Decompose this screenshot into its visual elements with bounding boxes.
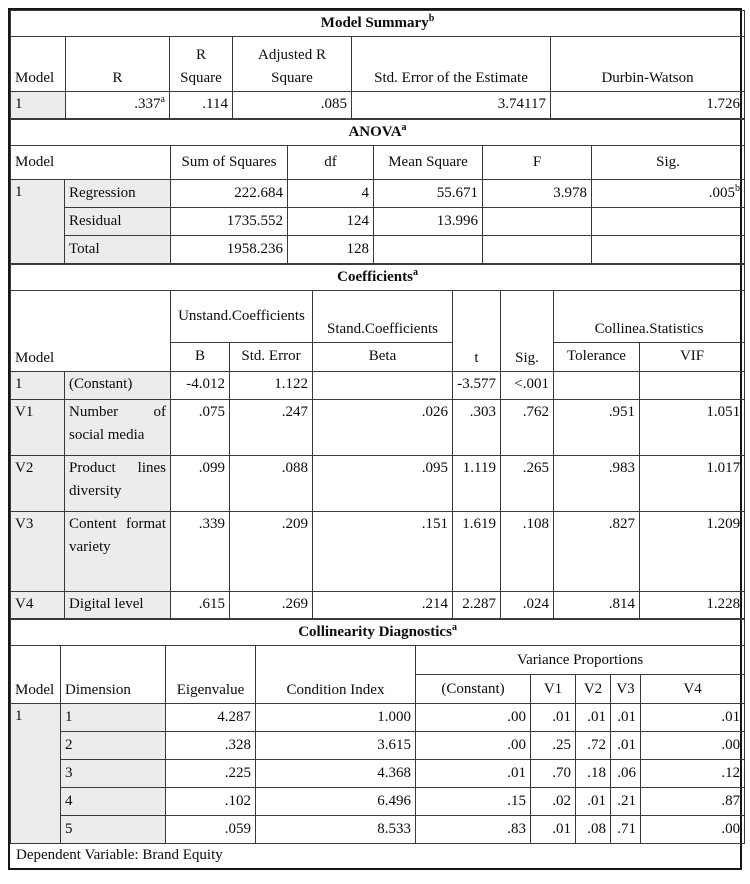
cd-v2-1: .01 bbox=[576, 704, 611, 732]
coef-v4-tolerance: .814 bbox=[554, 592, 640, 619]
anova-header-df: df bbox=[288, 145, 374, 179]
cd-row-2 bbox=[11, 732, 745, 760]
collinearity-diagnostics-title bbox=[11, 620, 745, 646]
sig-value-text: .005 bbox=[708, 184, 736, 201]
cd-constant-3: .01 bbox=[416, 760, 531, 788]
cd-constant-1: .00 bbox=[416, 704, 531, 732]
anova-residual-f bbox=[483, 207, 592, 235]
cd-header-constant: (Constant) bbox=[416, 675, 531, 704]
coef-v4-t: 2.287 bbox=[453, 592, 501, 619]
coef-v4-vif: 1.228 bbox=[640, 592, 745, 619]
cd-dimension-4: 4 bbox=[61, 788, 166, 816]
cd-v3-3: .06 bbox=[611, 760, 641, 788]
dependent-variable-note: Dependent Variable: Brand Equity bbox=[16, 847, 223, 864]
cd-header-dimension: Dimension bbox=[61, 646, 166, 704]
coef-constant-std-error: 1.122 bbox=[230, 372, 313, 400]
coef-model-constant: 1 bbox=[11, 372, 65, 400]
cd-v1-5: .01 bbox=[531, 816, 576, 844]
coef-label-v2: Product lines diversity bbox=[65, 456, 171, 512]
cd-header-model: Model bbox=[11, 646, 61, 704]
anova-title-superscript: a bbox=[401, 121, 407, 133]
collinearity-diagnostics-table bbox=[10, 619, 745, 844]
coef-model-v4: V4 bbox=[11, 592, 65, 619]
coef-constant-sig: <.001 bbox=[501, 372, 554, 400]
anova-header-sum-of-squares: Sum of Squares bbox=[171, 145, 288, 179]
ms-header-r: R bbox=[66, 37, 170, 92]
anova-header-model: Model bbox=[11, 145, 171, 179]
coef-v2-b: .099 bbox=[171, 456, 230, 512]
ms-r-value bbox=[66, 92, 170, 118]
anova-title bbox=[11, 119, 745, 145]
cd-header-v3: V3 bbox=[611, 675, 641, 704]
coef-header-tolerance: Tolerance bbox=[554, 343, 640, 372]
anova-total-ss: 1958.236 bbox=[171, 235, 288, 263]
cd-v4-3: .12 bbox=[641, 760, 745, 788]
coef-constant-tolerance bbox=[554, 372, 640, 400]
coef-v4-b: .615 bbox=[171, 592, 230, 619]
ms-model-value: 1 bbox=[11, 92, 66, 118]
coef-v3-tolerance: .827 bbox=[554, 512, 640, 592]
cd-v2-2: .72 bbox=[576, 732, 611, 760]
coefficients-table bbox=[10, 264, 745, 619]
coef-v3-sig: .108 bbox=[501, 512, 554, 592]
anova-regression-df: 4 bbox=[288, 179, 374, 207]
cd-v1-1: .01 bbox=[531, 704, 576, 732]
anova-total-ms bbox=[374, 235, 483, 263]
r-value-superscript: a bbox=[160, 94, 165, 106]
ms-header-adjusted-r-square: Adjusted R Square bbox=[233, 37, 352, 92]
sig-value-superscript: b bbox=[735, 182, 741, 194]
model-summary-title bbox=[11, 11, 745, 37]
coef-v3-vif: 1.209 bbox=[640, 512, 745, 592]
anova-total-sig bbox=[592, 235, 745, 263]
coef-header-collinearity: Collinea.Statistics bbox=[554, 291, 745, 343]
anova-label-total: Total bbox=[65, 235, 171, 263]
cd-row-3 bbox=[11, 760, 745, 788]
anova-title-text: ANOVA bbox=[348, 123, 402, 140]
cd-v4-4: .87 bbox=[641, 788, 745, 816]
cd-row-1 bbox=[11, 704, 745, 732]
coef-v2-tolerance: .983 bbox=[554, 456, 640, 512]
ms-header-std-error: Std. Error of the Estimate bbox=[352, 37, 551, 92]
cd-eigenvalue-5: .059 bbox=[166, 816, 256, 844]
anova-residual-sig bbox=[592, 207, 745, 235]
cd-eigenvalue-1: 4.287 bbox=[166, 704, 256, 732]
cd-header-v2: V2 bbox=[576, 675, 611, 704]
coef-header-standardized: Stand.Coefficients bbox=[313, 291, 453, 343]
ms-adjusted-r-square-value: .085 bbox=[233, 92, 352, 118]
cd-constant-5: .83 bbox=[416, 816, 531, 844]
anova-row-regression bbox=[11, 179, 745, 207]
cd-v2-5: .08 bbox=[576, 816, 611, 844]
coef-v2-sig: .265 bbox=[501, 456, 554, 512]
cd-model-value: 1 bbox=[11, 704, 61, 844]
cd-v4-5: .00 bbox=[641, 816, 745, 844]
cd-v3-1: .01 bbox=[611, 704, 641, 732]
cd-v4-2: .00 bbox=[641, 732, 745, 760]
ms-std-error-value: 3.74117 bbox=[352, 92, 551, 118]
coef-constant-vif bbox=[640, 372, 745, 400]
coef-row-v3 bbox=[11, 512, 745, 592]
cd-dimension-3: 3 bbox=[61, 760, 166, 788]
coef-header-model: Model bbox=[11, 291, 171, 372]
coef-header-std-error: Std. Error bbox=[230, 343, 313, 372]
coef-header-vif: VIF bbox=[640, 343, 745, 372]
anova-regression-f: 3.978 bbox=[483, 179, 592, 207]
collinearity-title-superscript: a bbox=[451, 622, 457, 633]
anova-label-residual: Residual bbox=[65, 207, 171, 235]
coefficients-title-superscript: a bbox=[412, 266, 418, 278]
anova-regression-ms: 55.671 bbox=[374, 179, 483, 207]
coef-header-t: t bbox=[453, 291, 501, 372]
coef-header-beta: Beta bbox=[313, 343, 453, 372]
cd-header-condition-index: Condition Index bbox=[256, 646, 416, 704]
coef-model-v2: V2 bbox=[11, 456, 65, 512]
coefficients-title-text: Coefficients bbox=[337, 268, 413, 285]
coef-row-constant bbox=[11, 372, 745, 400]
coef-row-v2 bbox=[11, 456, 745, 512]
coef-v3-t: 1.619 bbox=[453, 512, 501, 592]
coef-label-v4: Digital level bbox=[65, 592, 171, 619]
ms-data-row bbox=[11, 92, 745, 118]
coef-v2-beta: .095 bbox=[313, 456, 453, 512]
coef-row-v4 bbox=[11, 592, 745, 619]
coef-model-v3: V3 bbox=[11, 512, 65, 592]
cd-constant-4: .15 bbox=[416, 788, 531, 816]
collinearity-title-text: Collinearity Diagnostics bbox=[298, 624, 452, 640]
spss-output-page bbox=[0, 8, 750, 884]
cd-v4-1: .01 bbox=[641, 704, 745, 732]
anova-residual-ss: 1735.552 bbox=[171, 207, 288, 235]
cd-v3-2: .01 bbox=[611, 732, 641, 760]
coef-label-constant: (Constant) bbox=[65, 372, 171, 400]
cd-condition-index-1: 1.000 bbox=[256, 704, 416, 732]
anova-total-f bbox=[483, 235, 592, 263]
anova-header-mean-square: Mean Square bbox=[374, 145, 483, 179]
anova-model-value: 1 bbox=[11, 179, 65, 263]
cd-header-eigenvalue: Eigenvalue bbox=[166, 646, 256, 704]
cd-v3-4: .21 bbox=[611, 788, 641, 816]
coef-v2-t: 1.119 bbox=[453, 456, 501, 512]
cd-v2-3: .18 bbox=[576, 760, 611, 788]
coef-v3-std-error: .209 bbox=[230, 512, 313, 592]
cd-v1-3: .70 bbox=[531, 760, 576, 788]
coef-constant-b: -4.012 bbox=[171, 372, 230, 400]
coef-v1-beta: .026 bbox=[313, 400, 453, 456]
coef-header-sig: Sig. bbox=[501, 291, 554, 372]
cd-v1-2: .25 bbox=[531, 732, 576, 760]
ms-durbin-watson-value: 1.726 bbox=[551, 92, 745, 118]
cd-header-v1: V1 bbox=[531, 675, 576, 704]
cd-dimension-5: 5 bbox=[61, 816, 166, 844]
cd-condition-index-4: 6.496 bbox=[256, 788, 416, 816]
cd-header-v4: V4 bbox=[641, 675, 745, 704]
ms-header-model: Model bbox=[11, 37, 66, 92]
cd-v2-4: .01 bbox=[576, 788, 611, 816]
coef-v1-b: .075 bbox=[171, 400, 230, 456]
anova-residual-df: 124 bbox=[288, 207, 374, 235]
cd-eigenvalue-3: .225 bbox=[166, 760, 256, 788]
coef-v3-b: .339 bbox=[171, 512, 230, 592]
anova-header-f: F bbox=[483, 145, 592, 179]
coef-row-v1 bbox=[11, 400, 745, 456]
coef-v1-vif: 1.051 bbox=[640, 400, 745, 456]
cd-condition-index-2: 3.615 bbox=[256, 732, 416, 760]
coef-v4-beta: .214 bbox=[313, 592, 453, 619]
ms-r-square-value: .114 bbox=[170, 92, 233, 118]
coef-v4-std-error: .269 bbox=[230, 592, 313, 619]
coef-v3-beta: .151 bbox=[313, 512, 453, 592]
coef-constant-beta bbox=[313, 372, 453, 400]
cd-header-variance-proportions: Variance Proportions bbox=[416, 646, 745, 675]
anova-label-regression: Regression bbox=[65, 179, 171, 207]
ms-header-durbin-watson: Durbin-Watson bbox=[551, 37, 745, 92]
coef-v1-std-error: .247 bbox=[230, 400, 313, 456]
coef-v1-t: .303 bbox=[453, 400, 501, 456]
model-summary-table bbox=[10, 10, 745, 119]
model-summary-title-text: Model Summary bbox=[320, 15, 429, 31]
results-tables bbox=[8, 8, 742, 870]
model-summary-title-superscript: b bbox=[428, 13, 435, 24]
anova-regression-ss: 222.684 bbox=[171, 179, 288, 207]
coefficients-title bbox=[11, 264, 745, 290]
coef-header-unstandardized: Unstand.Coefficients bbox=[171, 291, 313, 343]
cd-constant-2: .00 bbox=[416, 732, 531, 760]
coef-label-v3: Content format variety bbox=[65, 512, 171, 592]
cd-eigenvalue-4: .102 bbox=[166, 788, 256, 816]
coef-v1-sig: .762 bbox=[501, 400, 554, 456]
anova-total-df: 128 bbox=[288, 235, 374, 263]
cd-condition-index-3: 4.368 bbox=[256, 760, 416, 788]
coef-v2-std-error: .088 bbox=[230, 456, 313, 512]
cd-dimension-1: 1 bbox=[61, 704, 166, 732]
cd-dimension-2: 2 bbox=[61, 732, 166, 760]
r-value-text: .337 bbox=[134, 96, 161, 113]
cd-v1-4: .02 bbox=[531, 788, 576, 816]
cd-condition-index-5: 8.533 bbox=[256, 816, 416, 844]
coef-v2-vif: 1.017 bbox=[640, 456, 745, 512]
coef-constant-t: -3.577 bbox=[453, 372, 501, 400]
anova-residual-ms: 13.996 bbox=[374, 207, 483, 235]
anova-row-total bbox=[11, 235, 745, 263]
coef-header-b: B bbox=[171, 343, 230, 372]
anova-row-residual bbox=[11, 207, 745, 235]
cd-v3-5: .71 bbox=[611, 816, 641, 844]
anova-table bbox=[10, 119, 745, 264]
coef-model-v1: V1 bbox=[11, 400, 65, 456]
coef-label-v1: Number of social media bbox=[65, 400, 171, 456]
cd-row-5 bbox=[11, 816, 745, 844]
anova-regression-sig bbox=[592, 179, 745, 207]
coef-v1-tolerance: .951 bbox=[554, 400, 640, 456]
anova-header-sig: Sig. bbox=[592, 145, 745, 179]
coef-v4-sig: .024 bbox=[501, 592, 554, 619]
ms-header-r-square: R Square bbox=[170, 37, 233, 92]
cd-eigenvalue-2: .328 bbox=[166, 732, 256, 760]
cd-row-4 bbox=[11, 788, 745, 816]
